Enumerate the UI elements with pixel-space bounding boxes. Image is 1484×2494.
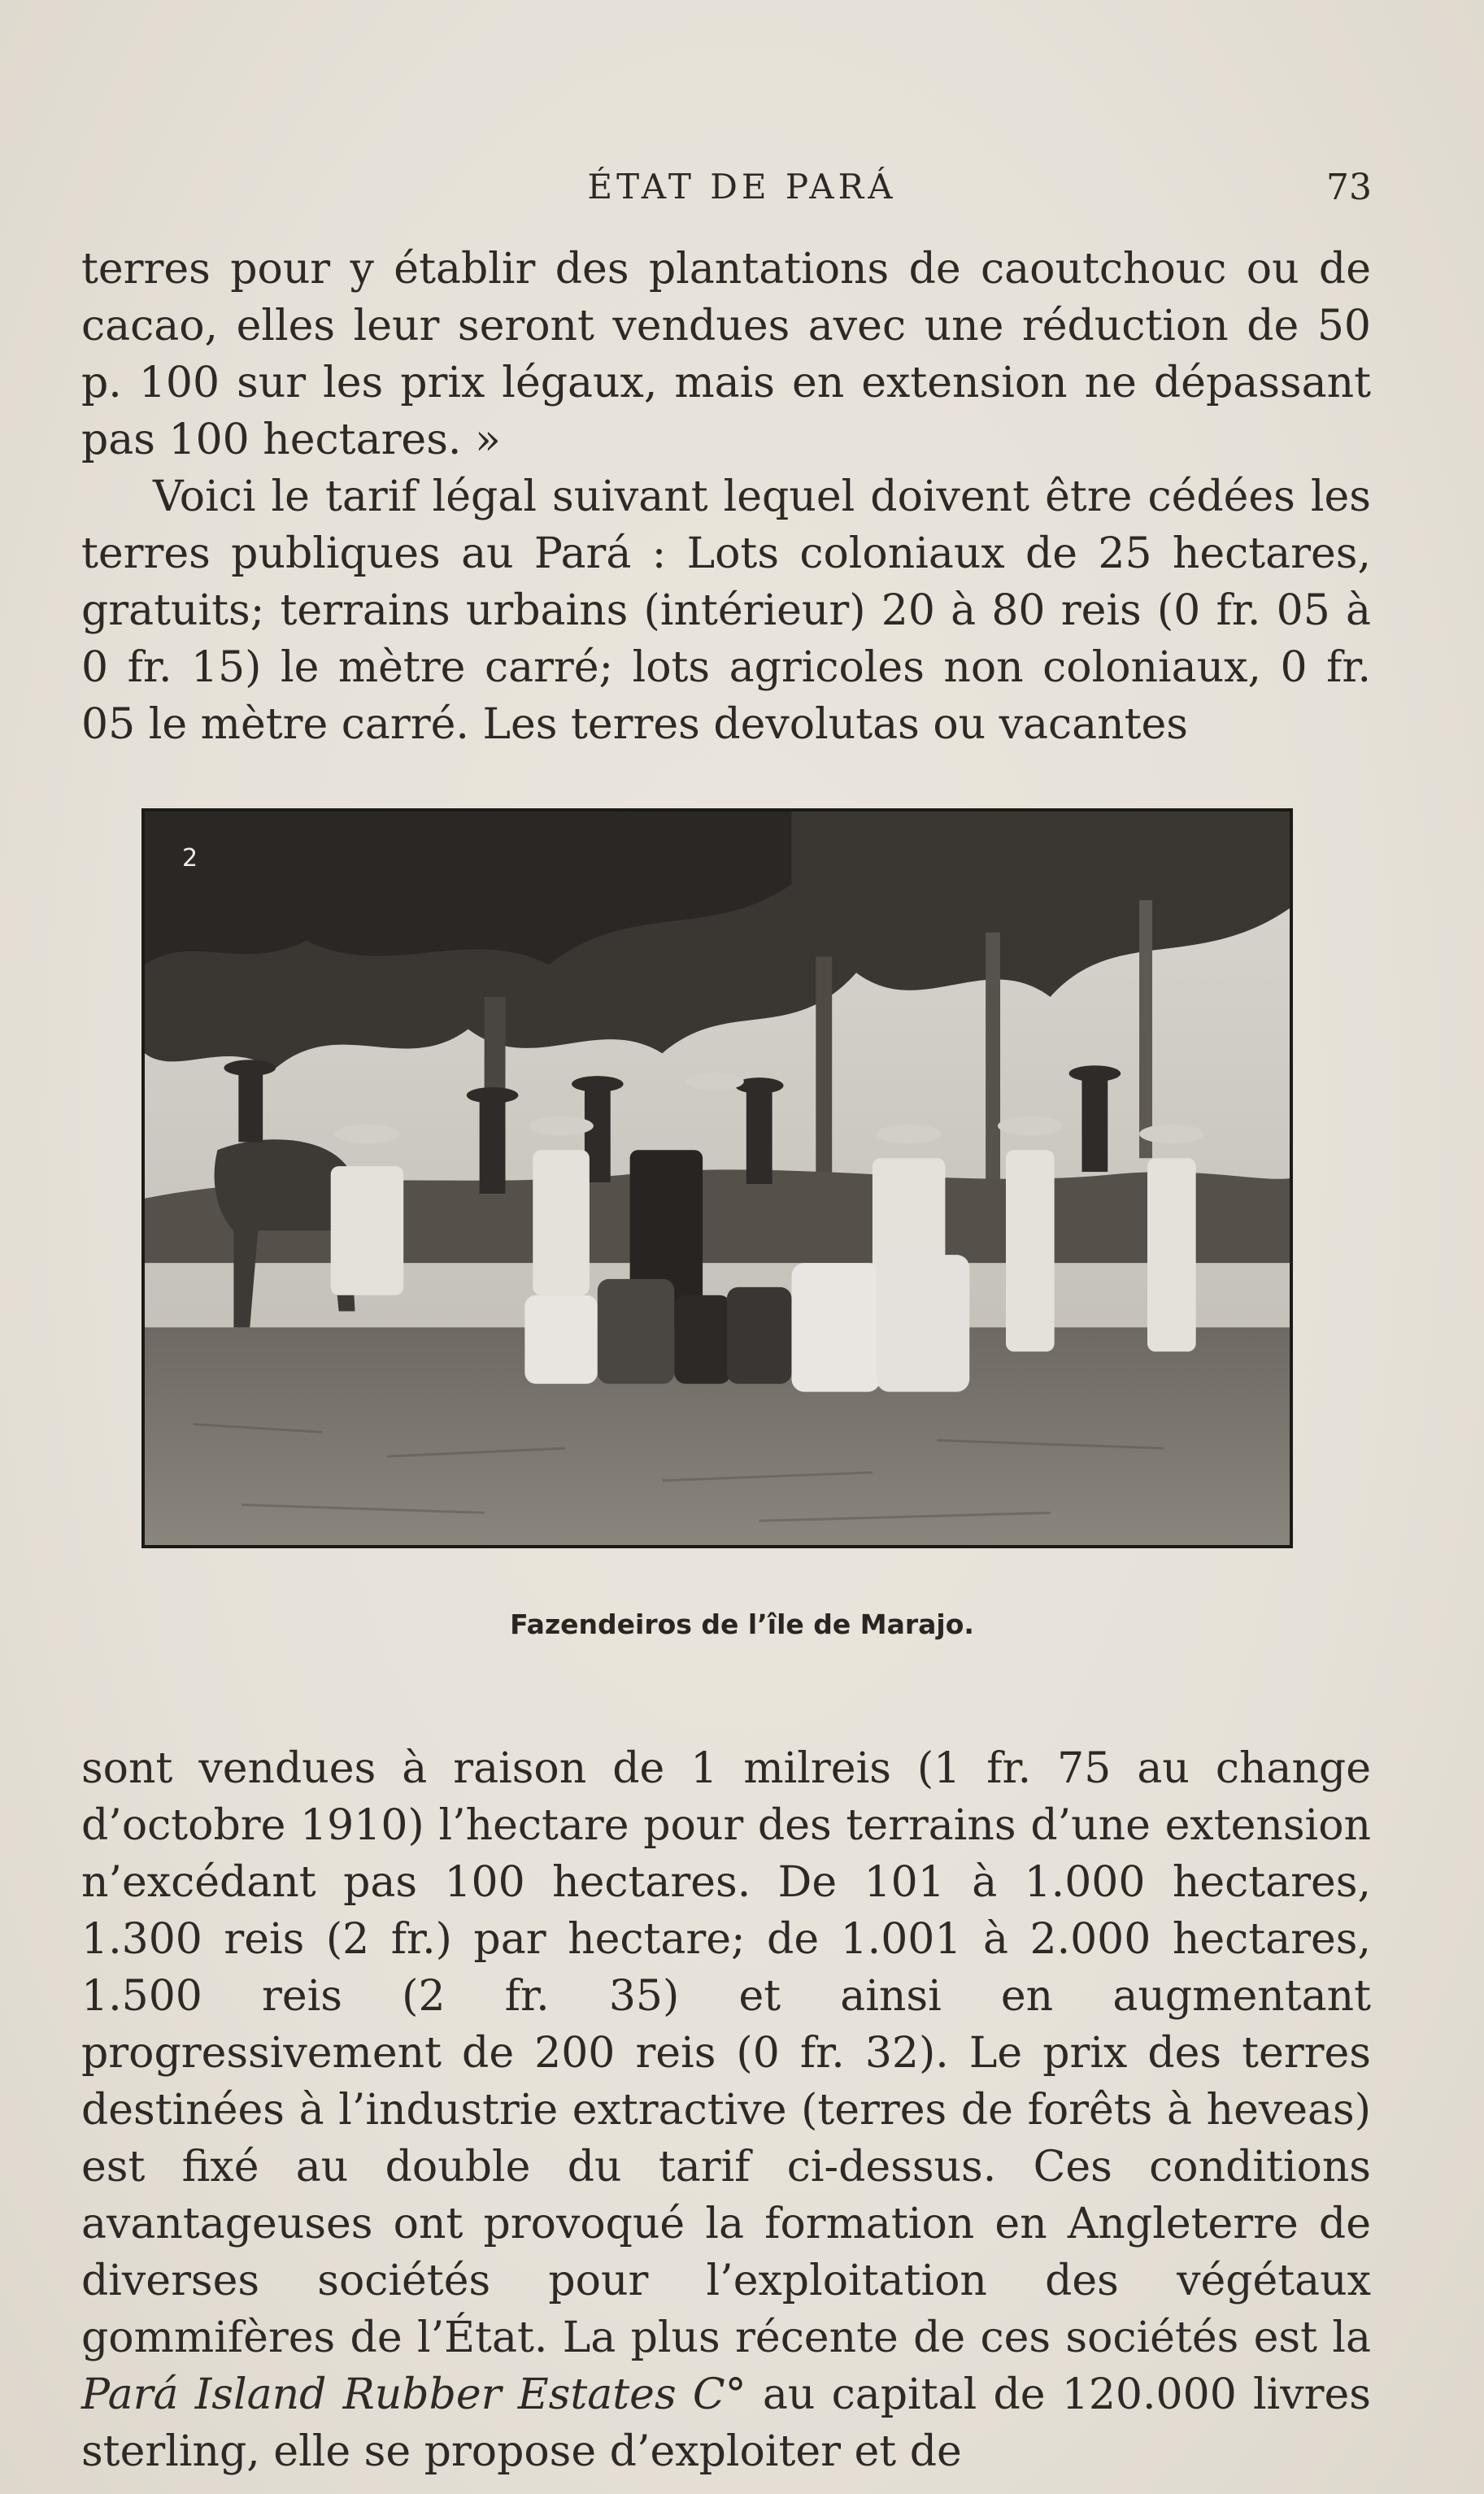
paragraph-text: au capital de 120.000 livres sterling, elle se propose d’exploiter et de (81, 2370, 1371, 2476)
paragraph (81, 1740, 1371, 2480)
page-number: 73 (1326, 167, 1372, 208)
text-block-bottom (81, 1740, 1371, 2480)
group-photo-illustration (145, 812, 1290, 1545)
running-title: ÉTAT DE PARÁ (587, 167, 897, 207)
paragraph-text: sont vendues à raison de 1 milreis (1 fr. 75 au change d’octobre 1910) l’hectare pour des terrains d’une extension n’excédant pas 100 hectares. De 101 à 1.000 hectares, 1.300 reis (2 fr.) par hectare; de 1.001 à 2.000 hectares, 1.500 reis (2 fr. 35) et ainsi en augmentant progressivement de 200 reis (0 fr. 32). Le prix des terres destinées à l’industrie extractive (terres de forêts à heveas) est fixé au double du tarif ci-dessus. Ces conditions avantageuses ont provoqué la formation en Angleterre de diverses sociétés pour l’exploitation des végétaux gommifères de l’État. La plus récente de ces sociétés est la (81, 1744, 1371, 2362)
text-block-top (81, 241, 1371, 753)
photograph-fazendeiros (141, 808, 1293, 1548)
paragraph: Voici le tarif légal suivant lequel doivent être cédées les terres publiques au Pará : Lots coloniaux de 25 hectares, gratuits; terrains urbains (intérieur) 20 à 80 reis (0 fr. 05 à 0 fr. 15) le mètre carré; lots agricoles non coloniaux, 0 fr. 05 le mètre carré. Les terres devolutas ou vacantes (81, 472, 1371, 749)
plate-number: 2 (182, 844, 198, 873)
company-name: Pará Island Rubber Estates C° (81, 2370, 746, 2419)
figure-caption: Fazendeiros de l’île de Marajo. (510, 1608, 974, 1640)
paragraph: terres pour y établir des plantations de caoutchouc ou de cacao, elles leur seront vendues avec une réduction de 50 p. 100 sur les prix légaux, mais en extension ne dépassant pas 100 hectares. » (81, 245, 1371, 464)
